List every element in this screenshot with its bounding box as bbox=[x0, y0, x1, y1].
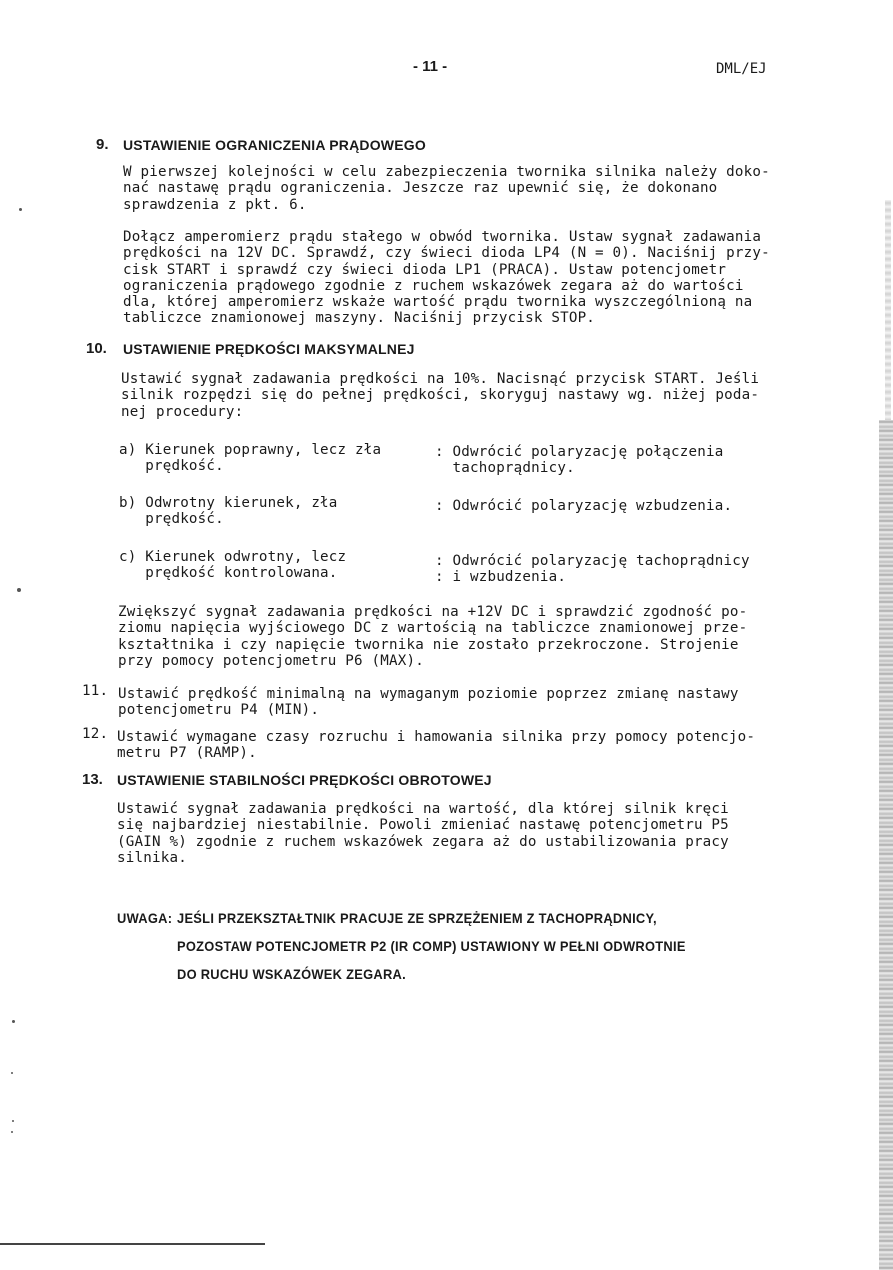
section-9-paragraph-1 bbox=[123, 164, 770, 213]
section-13-title: USTAWIENIE STABILNOŚCI PRĘDKOŚCI OBROTOWEJ bbox=[117, 772, 492, 788]
list-item-b-action bbox=[435, 498, 732, 514]
warning-label: UWAGA: bbox=[117, 910, 173, 926]
text-line: prędkości na 12V DC. Sprawdź, czy świeci dioda LP4 (N = 0). Naciśnij przy- bbox=[123, 245, 770, 262]
text-line: : Odwrócić polaryzację tachoprądnicy bbox=[435, 553, 750, 569]
list-item-a-action bbox=[435, 444, 723, 477]
text-line: ograniczenia prądowego zgodnie z ruchem wskazówek zegara aż do wartości bbox=[123, 277, 744, 294]
text-line: sprawdzenia z pkt. 6. bbox=[123, 196, 307, 213]
text-line: nej procedury: bbox=[121, 403, 244, 420]
section-13-text bbox=[117, 801, 729, 866]
scan-edge-shading bbox=[879, 420, 893, 1270]
section-10-paragraph-1 bbox=[121, 371, 759, 420]
scan-speck bbox=[19, 208, 22, 211]
text-line: silnik rozpędzi się do pełnej prędkości, skoryguj nastawy wg. niżej poda- bbox=[121, 387, 760, 404]
text-line: Zwiększyć sygnał zadawania prędkości na +12V DC i sprawdzić zgodność po- bbox=[118, 604, 748, 620]
text-line: ziomu napięcia wyjściowego DC z wartością na tabliczce znamionowej prze- bbox=[118, 620, 748, 637]
text-line: : i wzbudzenia. bbox=[435, 569, 567, 586]
section-13-number: 13. bbox=[82, 771, 103, 788]
text-line: metru P7 (RAMP). bbox=[117, 745, 257, 762]
text-line: a) Kierunek poprawny, lecz zła bbox=[119, 442, 382, 458]
text-line: Ustawić prędkość minimalną na wymaganym poziomie poprzez zmianę nastawy bbox=[118, 686, 739, 702]
document-code: DML/EJ bbox=[716, 61, 767, 77]
text-line: tabliczce znamionowej maszyny. Naciśnij przycisk STOP. bbox=[123, 310, 596, 327]
text-line: się najbardziej niestabilnie. Powoli zmieniać nastawę potencjometru P5 bbox=[117, 817, 729, 834]
section-12-number: 12. bbox=[82, 726, 109, 742]
text-line: przy pomocy potencjometru P6 (MAX). bbox=[118, 652, 424, 669]
section-12-text bbox=[117, 729, 755, 762]
warning-line: POZOSTAW POTENCJOMETR P2 (IR COMP) USTAWIONY W PEŁNI ODWROTNIE bbox=[177, 938, 686, 954]
text-line: silnika. bbox=[117, 849, 187, 866]
text-line: Dołącz amperomierz prądu stałego w obwód twornika. Ustaw sygnał zadawania bbox=[123, 229, 762, 245]
scan-speck bbox=[11, 1131, 13, 1133]
section-10-paragraph-2 bbox=[118, 604, 747, 669]
scan-speck bbox=[12, 1120, 14, 1122]
section-9-number: 9. bbox=[96, 136, 109, 153]
list-item-a-problem bbox=[119, 442, 381, 475]
scan-speck bbox=[17, 588, 21, 592]
section-10-number: 10. bbox=[86, 340, 107, 357]
text-line: Ustawić sygnał zadawania prędkości na 10%. Nacisnąć przycisk START. Jeśli bbox=[121, 371, 760, 387]
scan-edge-shading bbox=[885, 200, 891, 420]
text-line: tachoprądnicy. bbox=[435, 460, 575, 477]
list-item-c-problem bbox=[119, 549, 346, 582]
section-9-title: USTAWIENIE OGRANICZENIA PRĄDOWEGO bbox=[123, 137, 426, 153]
page-number: - 11 - bbox=[413, 58, 448, 75]
text-line: b) Odwrotny kierunek, zła bbox=[119, 495, 338, 511]
text-line: (GAIN %) zgodnie z ruchem wskazówek zegara aż do ustabilizowania pracy bbox=[117, 833, 729, 850]
text-line: Ustawić sygnał zadawania prędkości na wartość, dla której silnik kręci bbox=[117, 801, 729, 817]
text-line: Ustawić wymagane czasy rozruchu i hamowania silnika przy pomocy potencjo- bbox=[117, 729, 756, 745]
text-line: : Odwrócić polaryzację połączenia bbox=[435, 444, 724, 460]
text-line: : Odwrócić polaryzację wzbudzenia. bbox=[435, 498, 733, 514]
text-line: prędkość. bbox=[119, 458, 224, 475]
text-line: kształtnika i czy napięcie twornika nie zostało przekroczone. Strojenie bbox=[118, 636, 739, 653]
section-9-paragraph-2 bbox=[123, 229, 770, 327]
list-item-c-action bbox=[435, 553, 750, 586]
text-line: dla, której amperomierz wskaże wartość prądu twornika wyszczególnioną na bbox=[123, 294, 753, 311]
scan-speck bbox=[12, 1020, 15, 1023]
text-line: W pierwszej kolejności w celu zabezpieczenia twornika silnika należy doko- bbox=[123, 164, 770, 180]
text-line: potencjometru P4 (MIN). bbox=[118, 702, 320, 719]
text-line: c) Kierunek odwrotny, lecz bbox=[119, 549, 347, 565]
section-10-title: USTAWIENIE PRĘDKOŚCI MAKSYMALNEJ bbox=[123, 341, 415, 357]
warning-line: JEŚLI PRZEKSZTAŁTNIK PRACUJE ZE SPRZĘŻENIEM Z TACHOPRĄDNICY, bbox=[177, 910, 657, 926]
text-line: prędkość. bbox=[119, 511, 224, 528]
section-11-text bbox=[118, 686, 739, 719]
section-11-number: 11. bbox=[82, 683, 109, 699]
text-line: prędkość kontrolowana. bbox=[119, 565, 338, 582]
text-line: cisk START i sprawdź czy świeci dioda LP1 (PRACA). Ustaw potencjometr bbox=[123, 261, 727, 278]
text-line: nać nastawę prądu ograniczenia. Jeszcze raz upewnić się, że dokonano bbox=[123, 180, 718, 197]
scan-speck bbox=[11, 1072, 13, 1074]
list-item-b-problem bbox=[119, 495, 338, 528]
warning-line: DO RUCHU WSKAZÓWEK ZEGARA. bbox=[177, 966, 406, 982]
scan-bottom-rule bbox=[0, 1243, 265, 1245]
